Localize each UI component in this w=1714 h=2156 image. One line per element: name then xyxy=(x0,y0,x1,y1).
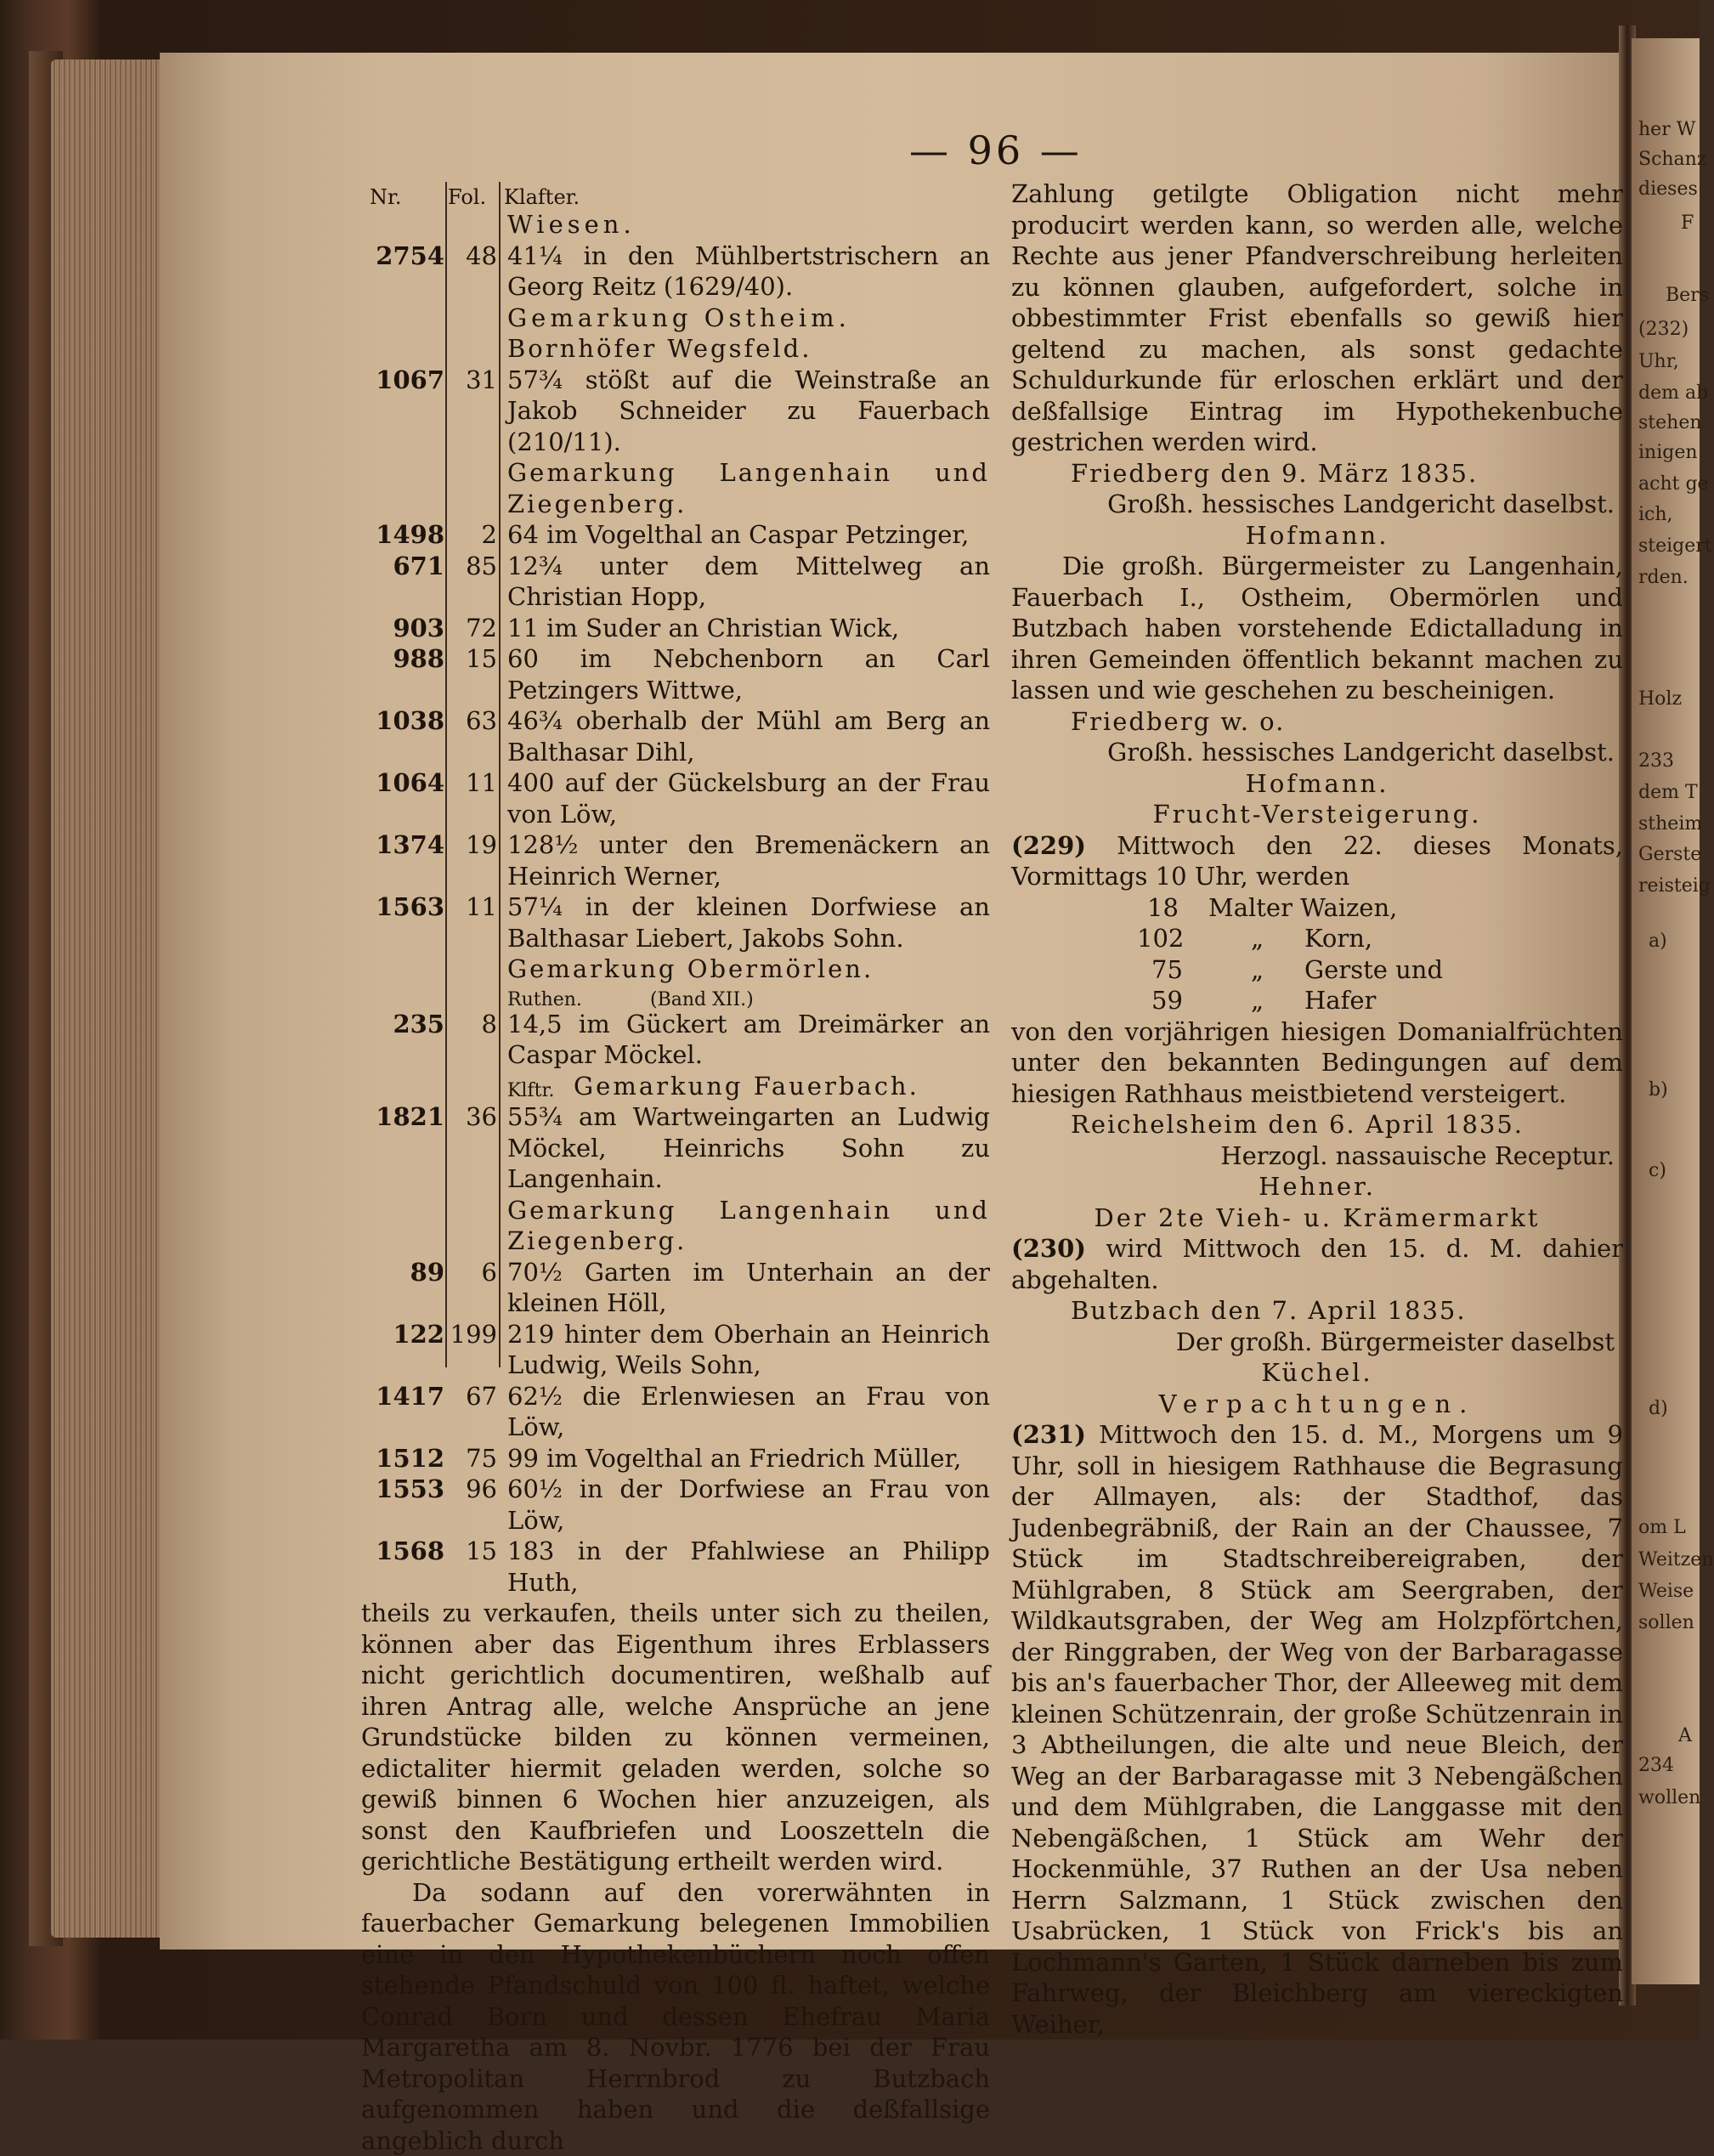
table-row xyxy=(361,829,990,891)
signature-office: Großh. hessisches Landgericht daselbst. xyxy=(1011,489,1623,520)
fragment-line: Weitzen xyxy=(1638,1549,1714,1570)
row-nr: 1064 xyxy=(353,767,444,799)
row-text: 46¾ oberhalb der Mühl am Berg an Balthasar Dihl, xyxy=(507,705,990,767)
row-fol: 36 xyxy=(446,1101,497,1133)
row-nr: 1568 xyxy=(353,1536,444,1567)
row-nr: 1821 xyxy=(353,1101,444,1133)
grain-text: Malter Waizen, xyxy=(1208,892,1397,924)
grain-text: Korn, xyxy=(1304,923,1372,954)
table-row xyxy=(361,1101,990,1195)
grain-ditto: „ xyxy=(1251,923,1264,954)
grain-row xyxy=(1011,923,1623,954)
fragment-line: her W xyxy=(1638,119,1695,140)
row-fol: 8 xyxy=(446,1009,497,1040)
paragraph: von den vorjährigen hiesigen Domanialfrüchten unter den bekannten Bedingungen auf dem hiesigen Rathhaus meistbietend versteigert. xyxy=(1011,1016,1623,1110)
row-nr: 1374 xyxy=(353,829,444,861)
date-line: Friedberg w. o. xyxy=(1011,706,1623,738)
row-fol: 67 xyxy=(446,1381,497,1412)
row-fol: 2 xyxy=(446,519,497,551)
paragraph: Zahlung getilgte Obligation nicht mehr producirt werden kann, so werden alle, welche Rechte aus jener Pfandverschreibung herleiten zu können glauben, aufgefordert, solche in obbestimmter Frist ebenfalls so gewiß hier geltend zu machen, als sonst gedachte Schuldurkunde für erloschen erklärt und der deßfallsige Eintrag im Hypothekenbuche gestrichen werden wird. xyxy=(1011,178,1623,458)
row-fol: 72 xyxy=(446,613,497,644)
row-nr: 1563 xyxy=(353,891,444,923)
grain-text: Gerste und xyxy=(1304,954,1443,986)
date-line: Friedberg den 9. März 1835. xyxy=(1011,458,1623,489)
notice-number: (231) xyxy=(1011,1420,1086,1449)
fragment-line: a) xyxy=(1649,931,1667,952)
signature-office: Herzogl. nassauische Receptur. xyxy=(1011,1140,1623,1172)
fragment-line: 233 xyxy=(1638,750,1674,772)
table-row xyxy=(361,891,990,954)
fragment-line: Holz xyxy=(1638,688,1682,710)
fragment-line: dem T xyxy=(1638,782,1698,803)
row-text: 57¼ in der kleinen Dorfwiese an Balthasar Liebert, Jakobs Sohn. xyxy=(507,891,990,954)
fragment-line: Uhr, xyxy=(1638,351,1679,372)
table-row xyxy=(361,1319,990,1381)
header-nr: Nr. xyxy=(370,182,401,213)
fragment-line: wollen xyxy=(1638,1787,1700,1808)
fragment-line: acht ge xyxy=(1638,473,1709,495)
table-row xyxy=(361,1009,990,1071)
paragraph: Da sodann auf den vorerwähnten in fauerbacher Gemarkung belegenen Immobilien eine in den Hypothekenbüchern noch offen stehende Pfandschuld von 100 fl. haftet, welche Conrad Born und dessen Ehefrau Maria Margaretha am 8. Novbr. 1776 bei der Frau Metropolitan Herrnbrod zu Butzbach aufgenommen haben und die deßfallsige angeblich durch xyxy=(361,1877,990,2156)
signature-name: Hofmann. xyxy=(1011,520,1623,552)
row-fol: 11 xyxy=(446,767,497,799)
row-text: 62½ die Erlenwiesen an Frau von Löw, xyxy=(507,1381,990,1443)
fragment-line: d) xyxy=(1649,1398,1668,1419)
row-text: 41¼ in den Mühlbertstrischern an Georg Reitz (1629/40). xyxy=(507,240,990,303)
fragment-line: b) xyxy=(1649,1079,1668,1101)
table-row xyxy=(361,613,990,644)
table-header xyxy=(361,178,990,209)
paragraph: Die großh. Bürgermeister zu Langenhain, Fauerbach I., Ostheim, Obermörlen und Butzbach haben vorstehende Edictalladung in ihren Gemeinden öffentlich bekannt machen zu lassen und wie geschehen zu bescheinigen. xyxy=(1011,551,1623,706)
signature-office: Der großh. Bürgermeister daselbst xyxy=(1011,1327,1623,1358)
row-nr: 1067 xyxy=(353,365,444,396)
header-fol: Fol. xyxy=(448,182,486,213)
fragment-line: sollen xyxy=(1638,1612,1694,1633)
row-fol: 31 xyxy=(446,365,497,396)
notice-heading: Frucht-Versteigerung. xyxy=(1011,799,1623,830)
table-row xyxy=(361,551,990,613)
next-page-fragment xyxy=(1632,38,1700,1984)
row-nr: 988 xyxy=(353,643,444,675)
row-text: 400 auf der Gückelsburg an der Frau von Löw, xyxy=(507,767,990,829)
signature-name: Küchel. xyxy=(1011,1357,1623,1389)
grain-row xyxy=(1011,892,1623,924)
row-fol: 75 xyxy=(446,1443,497,1474)
fragment-line: F xyxy=(1681,212,1694,234)
fragment-line: 234 xyxy=(1638,1755,1674,1776)
grain-qty: 75 xyxy=(1151,954,1183,986)
row-fol: 19 xyxy=(446,829,497,861)
row-text: 12¾ unter dem Mittelweg an Christian Hopp, xyxy=(507,551,990,613)
fragment-line: om L xyxy=(1638,1517,1686,1538)
row-text: 60½ in der Dorfwiese an Frau von Löw, xyxy=(507,1474,990,1536)
row-fol: 48 xyxy=(446,240,497,272)
fragment-line: reisteig xyxy=(1638,875,1711,897)
row-nr: 122 xyxy=(353,1319,444,1350)
fragment-line: A xyxy=(1678,1725,1692,1746)
row-text: 183 in der Pfahlwiese an Philipp Huth, xyxy=(507,1536,990,1598)
section-heading: Gemarkung Langenhain und Ziegenberg. xyxy=(507,1195,990,1257)
row-fol: 63 xyxy=(446,705,497,737)
unit-row xyxy=(361,1071,990,1102)
fragment-line: (232) xyxy=(1638,319,1689,340)
signature-name: Hehner. xyxy=(1011,1171,1623,1202)
fragment-line: stheim xyxy=(1638,813,1702,835)
fragment-line: Gerste xyxy=(1638,844,1701,865)
fragment-line: steigert xyxy=(1638,535,1712,557)
row-text: 60 im Nebchenborn an Carl Petzingers Wittwe, xyxy=(507,643,990,705)
grain-ditto: „ xyxy=(1251,954,1264,986)
section-heading: Gemarkung Ostheim. xyxy=(507,303,990,334)
row-text: 64 im Vogelthal an Caspar Petzinger, xyxy=(507,519,990,551)
row-fol: 11 xyxy=(446,891,497,923)
paragraph: theils zu verkaufen, theils unter sich zu theilen, können aber das Eigenthum ihres Erblassers nicht gerichtlich documentiren, weßhalb auf ihren Antrag alle, welche Ansprüche an jene Grundstücke bilden zu können vermeinen, edictaliter hiermit geladen werden, solche so gewiß binnen 6 Wochen hier anzuzeigen, als sonst den Kaufbriefen und Looszetteln die gerichtliche Bestätigung ertheilt werden wird. xyxy=(361,1598,990,1877)
table-row xyxy=(361,1381,990,1443)
fragment-line: Weise xyxy=(1638,1581,1694,1602)
row-nr: 903 xyxy=(353,613,444,644)
fragment-line: Schanz xyxy=(1638,149,1706,170)
grain-row xyxy=(1011,985,1623,1016)
row-text: 55¾ am Wartweingarten an Ludwig Möckel, Heinrichs Sohn zu Langenhain. xyxy=(507,1101,990,1195)
row-fol: 15 xyxy=(446,1536,497,1567)
unit-row xyxy=(361,985,990,1009)
row-nr: 1553 xyxy=(353,1474,444,1505)
signature-name: Hofmann. xyxy=(1011,768,1623,800)
notice-number: (229) xyxy=(1011,831,1086,860)
header-klafter: Klafter. xyxy=(504,182,580,213)
row-text: 14,5 im Gückert am Dreimärker an Caspar Möckel. xyxy=(507,1009,990,1071)
fragment-line: dieses xyxy=(1638,178,1698,200)
fragment-line: ich, xyxy=(1638,504,1673,525)
grain-qty: 102 xyxy=(1137,923,1184,954)
section-heading: Gemarkung Fauerbach. xyxy=(574,1071,990,1102)
date-line: Reichelsheim den 6. April 1835. xyxy=(1011,1109,1623,1140)
unit-label: Ruthen. xyxy=(507,985,582,1016)
table-row xyxy=(361,1474,990,1536)
fragment-line: stehen xyxy=(1638,412,1702,433)
grain-text: Hafer xyxy=(1304,985,1376,1016)
table-row xyxy=(361,240,990,303)
row-text: 57¾ stößt auf die Weinstraße an Jakob Schneider zu Fauerbach (210/11). xyxy=(507,365,990,458)
row-nr: 2754 xyxy=(353,240,444,272)
notice-text: Mittwoch den 15. d. M., Morgens um 9 Uhr, soll in hiesigem Rathhause die Begrasung der Allmayen, als: der Stadthof, das Judenbegräbniß, der Rain an der Chaussee, 7 Stück im Stadtschreibereigraben, der Mühlgraben, 8 Stück am Seergraben, der Wildkautsgraben, der Weg am Holzpförtchen, der Ringgraben, der Weg von der Barbaragasse bis an's fauerbacher Thor, der Alleeweg mit dem kleinen Schützenrain, der große Schützenrain in 3 Abtheilungen, die alte und neue Bleich, der Weg an der Barbaragasse mit 3 Nebengäßchen und dem Mühlgraben, die Langgasse mit den Nebengäßchen, 1 Stück am Wehr der Hockenmühle, 37 Ruthen an der Usa neben Herrn Salzmann, 1 Stück zwischen den Usabrücken, 1 Stück von Frick's bis an Lochmann's Garten, 1 Stück darneben bis zum Fahrweg, der Bleichberg am viereckigten Weiher, xyxy=(1011,1420,1623,2039)
notice-heading: Verpachtungen. xyxy=(1011,1389,1623,1420)
notice-heading: Der 2te Vieh- u. Krämermarkt xyxy=(1011,1202,1623,1234)
row-text: 99 im Vogelthal an Friedrich Müller, xyxy=(507,1443,990,1474)
row-fol: 6 xyxy=(446,1257,497,1288)
table-row xyxy=(361,767,990,829)
row-nr: 1512 xyxy=(353,1443,444,1474)
date-line: Butzbach den 7. April 1835. xyxy=(1011,1295,1623,1327)
section-subheading: Bornhöfer Wegsfeld. xyxy=(507,333,990,365)
row-nr: 1498 xyxy=(353,519,444,551)
row-nr: 1038 xyxy=(353,705,444,737)
page-number: — 96 — xyxy=(909,127,1083,173)
grain-qty: 59 xyxy=(1151,985,1183,1016)
notice-text: wird Mittwoch den 15. d. M. dahier abgehalten. xyxy=(1011,1234,1623,1294)
table-row xyxy=(361,1536,990,1598)
row-fol: 85 xyxy=(446,551,497,582)
table-row xyxy=(361,519,990,551)
section-heading: Gemarkung Obermörlen. xyxy=(507,954,990,985)
row-nr: 235 xyxy=(353,1009,444,1040)
row-text: 11 im Suder an Christian Wick, xyxy=(507,613,990,644)
right-column xyxy=(1011,178,1623,2040)
fragment-line: dem ab xyxy=(1638,382,1708,404)
table-row xyxy=(361,643,990,705)
fragment-line: rden. xyxy=(1638,567,1689,588)
grain-qty: 18 xyxy=(1147,892,1179,924)
grain-ditto: „ xyxy=(1251,985,1264,1016)
table-row xyxy=(361,1257,990,1319)
notice-text: Mittwoch den 22. dieses Monats, Vormittags 10 Uhr, werden xyxy=(1011,831,1623,891)
fragment-line: Bers xyxy=(1666,285,1709,306)
fragment-line: inigen xyxy=(1638,442,1698,463)
row-nr: 671 xyxy=(353,551,444,582)
table-row xyxy=(361,705,990,767)
left-column xyxy=(361,178,990,2156)
notice-number: (230) xyxy=(1011,1234,1086,1263)
grain-row xyxy=(1011,954,1623,986)
row-fol: 15 xyxy=(446,643,497,675)
section-heading: Wiesen. xyxy=(507,209,990,240)
signature-office: Großh. hessisches Landgericht daselbst. xyxy=(1011,737,1623,768)
unit-label: Klftr. xyxy=(507,1076,555,1107)
row-fol: 96 xyxy=(446,1474,497,1505)
row-fol: 199 xyxy=(446,1319,497,1350)
volume-note: (Band XII.) xyxy=(650,985,754,1016)
fragment-line: c) xyxy=(1649,1160,1666,1181)
page-edges xyxy=(51,59,161,1938)
row-text: 219 hinter dem Oberhain an Heinrich Ludwig, Weils Sohn, xyxy=(507,1319,990,1381)
table-row xyxy=(361,1443,990,1474)
row-text: 70½ Garten im Unterhain an der kleinen Höll, xyxy=(507,1257,990,1319)
table-row xyxy=(361,365,990,458)
row-text: 128½ unter den Bremenäckern an Heinrich Werner, xyxy=(507,829,990,891)
row-nr: 1417 xyxy=(353,1381,444,1412)
row-nr: 89 xyxy=(353,1257,444,1288)
section-heading: Gemarkung Langenhain und Ziegenberg. xyxy=(507,457,990,519)
